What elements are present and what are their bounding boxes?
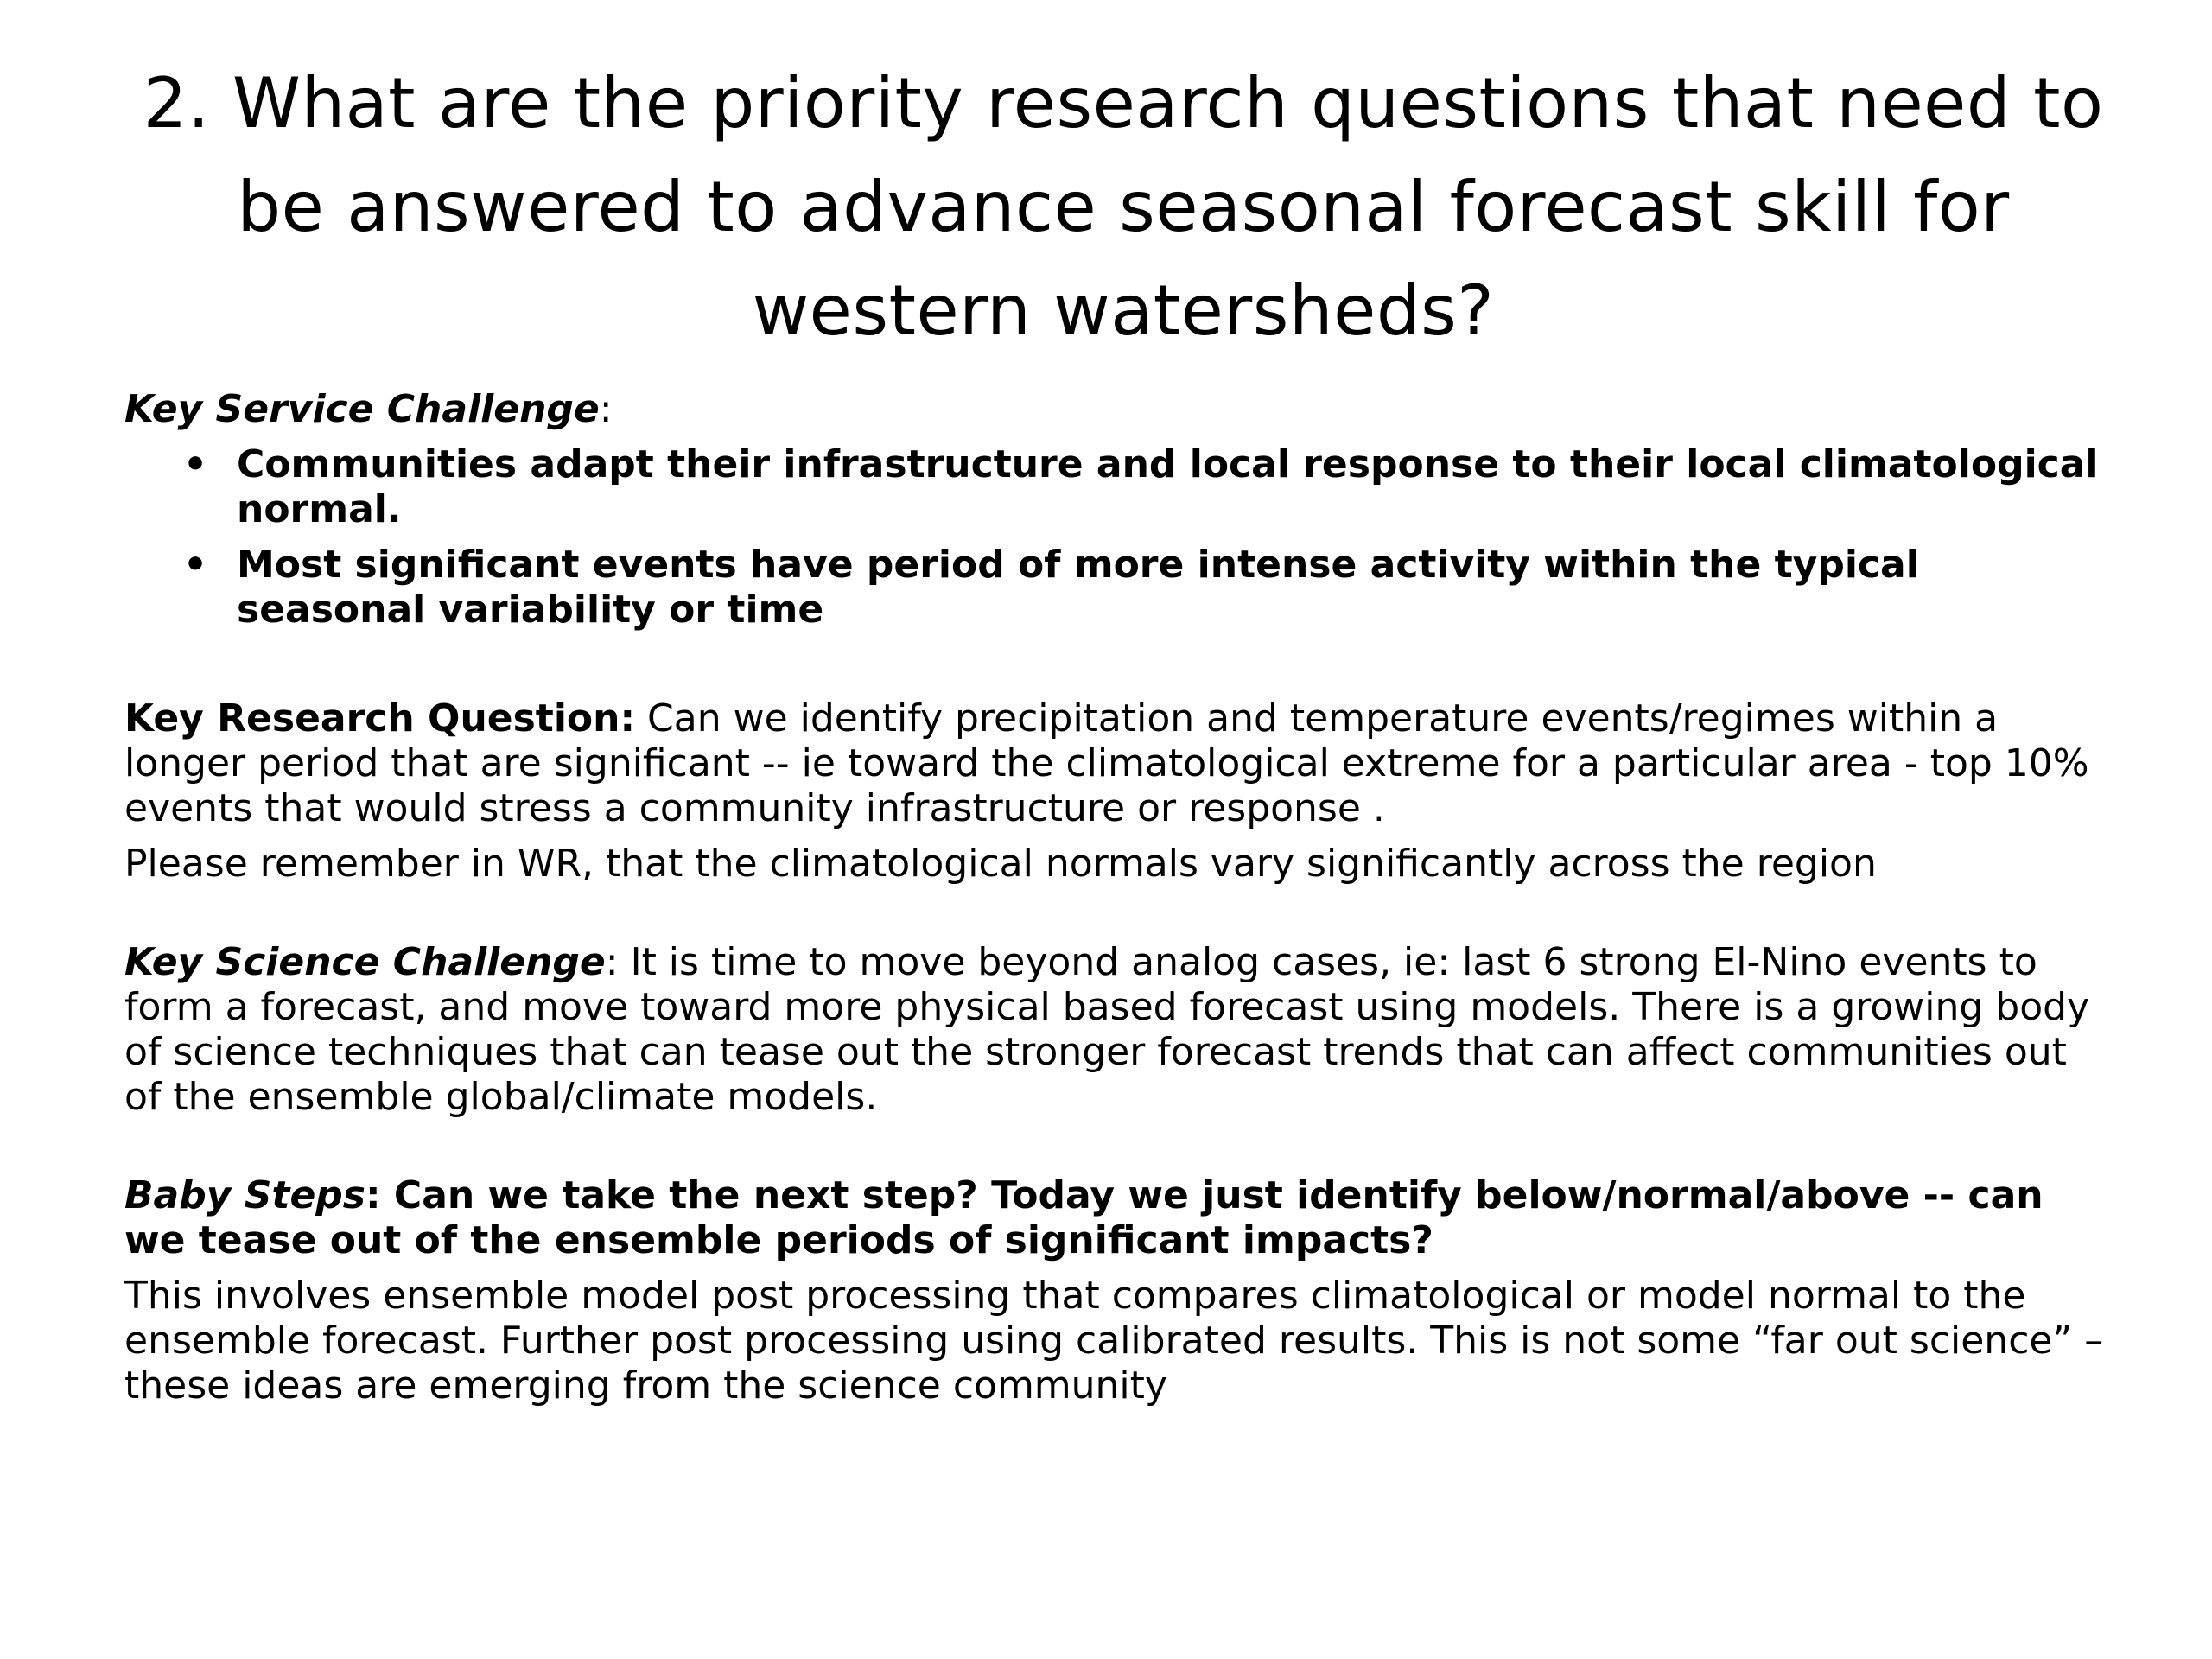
- science-challenge-paragraph: [124, 940, 2112, 1120]
- bullet-icon: •: [183, 543, 208, 587]
- research-question-text: Can we identify precipitation and temperature events/regimes within a longer period that are significant -- ie toward the climatological extreme for a particular area - top 10% events that would stress a community infrastructure or response .: [124, 696, 2089, 830]
- service-challenge-label: Key Service Challenge: [124, 387, 600, 431]
- bullet-text: Communities adapt their infrastructure and local response to their local climatological normal.: [237, 442, 2099, 531]
- service-challenge-heading: [124, 387, 2112, 432]
- slide-title: 2. What are the priority research questions that need to be answered to advance seasonal forecast skill for western watersheds?: [143, 63, 2104, 351]
- service-challenge-list: [124, 442, 2112, 632]
- research-question-paragraph: [124, 696, 2112, 831]
- bullet-icon: •: [183, 442, 208, 486]
- service-challenge-colon: :: [599, 387, 613, 431]
- science-challenge-label: Key Science Challenge: [124, 940, 606, 984]
- baby-steps-text: This involves ensemble model post processing that compares climatological or model normal to the ensemble forecast. Further post processing using calibrated results. This is not some “far out science” – these ideas are emerging from the science community: [124, 1274, 2104, 1408]
- slide-body: [124, 387, 2112, 1408]
- science-challenge-text: : It is time to move beyond analog cases, ie: last 6 strong El-Nino events to form a forecast, and move toward more physical based forecast using models. There is a growing body of science techniques that can tease out the stronger forecast trends that can affect communities out of the ensemble global/climate models.: [124, 940, 2090, 1119]
- baby-steps-paragraph: [124, 1173, 2112, 1263]
- baby-steps-label: Baby Steps: [124, 1173, 365, 1217]
- research-question-label: Key Research Question:: [124, 696, 636, 741]
- list-item: [124, 442, 2112, 532]
- baby-steps-question: : Can we take the next step? Today we just identify below/normal/above -- can we tease out of the ensemble periods of significant impacts?: [124, 1173, 2044, 1262]
- research-note: Please remember in WR, that the climatological normals vary significantly across the region: [124, 842, 1877, 886]
- bullet-text: Most significant events have period of more intense activity within the typical seasonal variability or time: [237, 543, 1919, 632]
- list-item: [124, 543, 2112, 632]
